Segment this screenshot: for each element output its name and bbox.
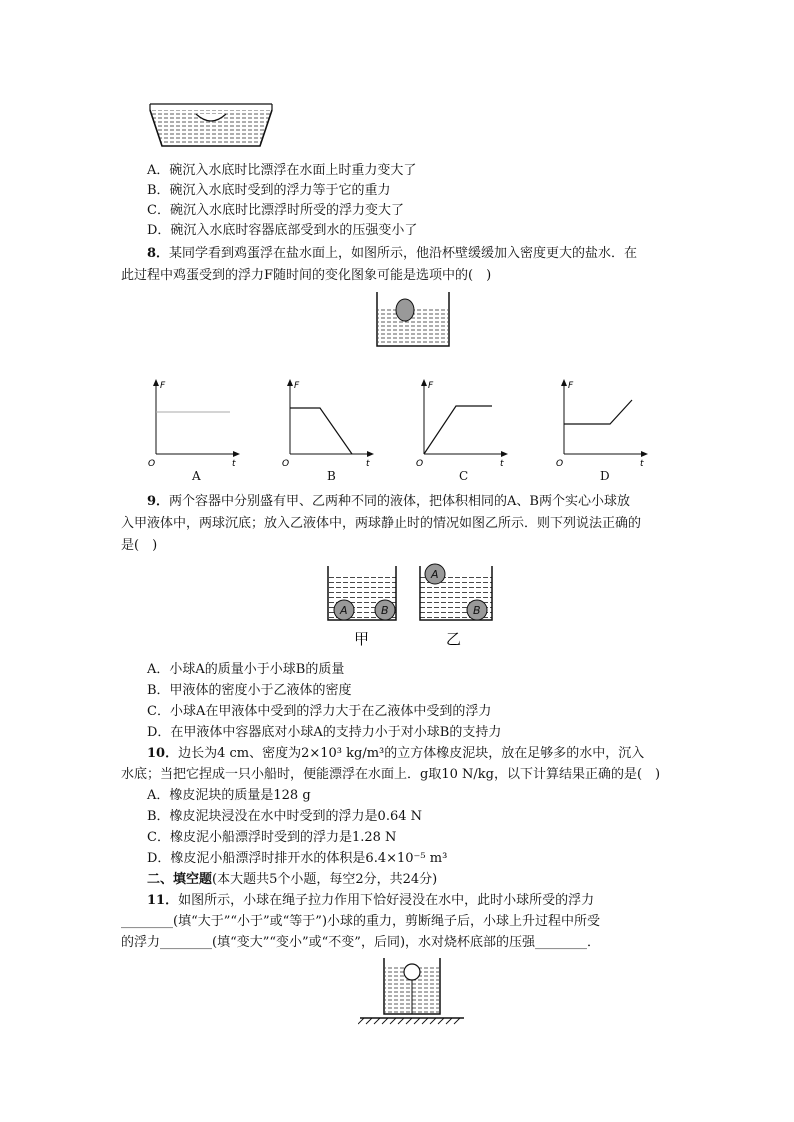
q10-option-b: B．橡皮泥块浸没在水中时受到的浮力是0.64 N bbox=[147, 809, 423, 824]
ball-b-yi: B bbox=[473, 604, 481, 617]
q9-text-1: 两个容器中分别盛有甲、乙两种不同的液体，把体积相同的A、B两个实心小球放 bbox=[169, 494, 630, 509]
q10-line-1 bbox=[147, 746, 644, 762]
graph-b-x-label: t bbox=[366, 459, 370, 468]
section-2-title: 二、填空题 bbox=[147, 872, 213, 887]
q8-number: 8． bbox=[147, 246, 170, 261]
q11-line-1 bbox=[147, 893, 594, 909]
q7-option-b: B．碗沉入水底时受到的浮力等于它的重力 bbox=[147, 183, 391, 198]
graph-a-y-label: F bbox=[160, 381, 166, 391]
graph-d bbox=[556, 376, 652, 468]
graph-d-origin: O bbox=[556, 459, 564, 468]
label-yi: 乙 bbox=[446, 630, 462, 648]
q9-option-d: D．在甲液体中容器底对小球A的支持力小于对小球B的支持力 bbox=[147, 725, 502, 740]
q11-line-2: ________(填“大于”“小于”或“等于”)小球的重力，剪断绳子后，小球上升过程中所受 bbox=[121, 914, 601, 929]
section-2-heading bbox=[147, 872, 437, 888]
ball-b-jia: B bbox=[381, 604, 389, 617]
q7-option-c: C．碗沉入水底时比漂浮时所受的浮力变大了 bbox=[147, 203, 404, 218]
graph-b bbox=[282, 376, 378, 468]
q9-number: 9． bbox=[147, 494, 170, 509]
graph-d-y-label: F bbox=[568, 381, 574, 391]
graph-a-origin: O bbox=[148, 459, 156, 468]
graph-label-d: D bbox=[600, 469, 610, 483]
q10-option-a: A．橡皮泥块的质量是128 g bbox=[147, 788, 311, 803]
graph-label-a: A bbox=[192, 469, 201, 483]
q9-option-a: A．小球A的质量小于小球B的质量 bbox=[147, 662, 345, 677]
graph-b-origin: O bbox=[282, 459, 290, 468]
graph-label-b: B bbox=[327, 469, 336, 483]
graph-b-y-label: F bbox=[294, 381, 300, 391]
q10-number: 10． bbox=[147, 746, 179, 761]
q11-line-3: 的浮力________(填“变大”“变小”或“不变”，后同)，水对烧杯底部的压强________． bbox=[121, 935, 601, 950]
section-2-note: (本大题共5个小题，每空2分，共24分) bbox=[212, 872, 438, 887]
label-jia: 甲 bbox=[354, 630, 370, 648]
q9-line-3: 是( ) bbox=[121, 538, 158, 553]
graph-c-y-label: F bbox=[428, 381, 434, 391]
q8-line-1 bbox=[147, 246, 637, 262]
q10-option-c: C．橡皮泥小船漂浮时受到的浮力是1.28 N bbox=[147, 830, 397, 845]
bowl-figure bbox=[146, 96, 276, 152]
q10-text-1: 边长为4 cm、密度为2×10³ kg/m³的立方体橡皮泥块，放在足够多的水中，沉入 bbox=[178, 746, 645, 761]
q11-text-1: 如图所示，小球在绳子拉力作用下恰好浸没在水中，此时小球所受的浮力 bbox=[178, 893, 595, 908]
q10-line-2: 水底；当把它捏成一只小船时，便能漂浮在水面上．g取10 N/kg，以下计算结果正确的是( ) bbox=[121, 767, 661, 782]
graph-c bbox=[416, 376, 512, 468]
q11-number: 11． bbox=[147, 893, 179, 908]
q8-text-1: 某同学看到鸡蛋浮在盐水面上，如图所示，他沿杯壁缓缓加入密度更大的盐水．在 bbox=[169, 246, 638, 261]
q9-line-1 bbox=[147, 494, 630, 510]
egg-beaker-figure bbox=[375, 288, 451, 350]
rope-ball-figure bbox=[358, 954, 466, 1026]
q10-option-d: D．橡皮泥小船漂浮时排开水的体积是6.4×10⁻⁵ m³ bbox=[147, 851, 448, 866]
q9-option-c: C．小球A在甲液体中受到的浮力大于在乙液体中受到的浮力 bbox=[147, 704, 492, 719]
q9-line-2: 入甲液体中，两球沉底；放入乙液体中，两球静止时的情况如图乙所示．则下列说法正确的 bbox=[121, 516, 642, 531]
graph-d-x-label: t bbox=[640, 459, 644, 468]
graph-a-x-label: t bbox=[232, 459, 236, 468]
graph-c-x-label: t bbox=[500, 459, 504, 468]
q9-option-b: B．甲液体的密度小于乙液体的密度 bbox=[147, 683, 352, 698]
q7-option-a: A．碗沉入水底时比漂浮在水面上时重力变大了 bbox=[147, 163, 417, 178]
ball-a-yi: A bbox=[431, 568, 439, 581]
q8-line-2: 此过程中鸡蛋受到的浮力F随时间的变化图象可能是选项中的( ) bbox=[121, 268, 492, 283]
two-containers-figure bbox=[322, 560, 502, 650]
graph-a bbox=[148, 376, 244, 468]
graph-label-c: C bbox=[459, 469, 469, 483]
q7-option-d: D．碗沉入水底时容器底部受到水的压强变小了 bbox=[147, 223, 418, 238]
graph-c-origin: O bbox=[416, 459, 424, 468]
ball-a-jia: A bbox=[340, 604, 348, 617]
